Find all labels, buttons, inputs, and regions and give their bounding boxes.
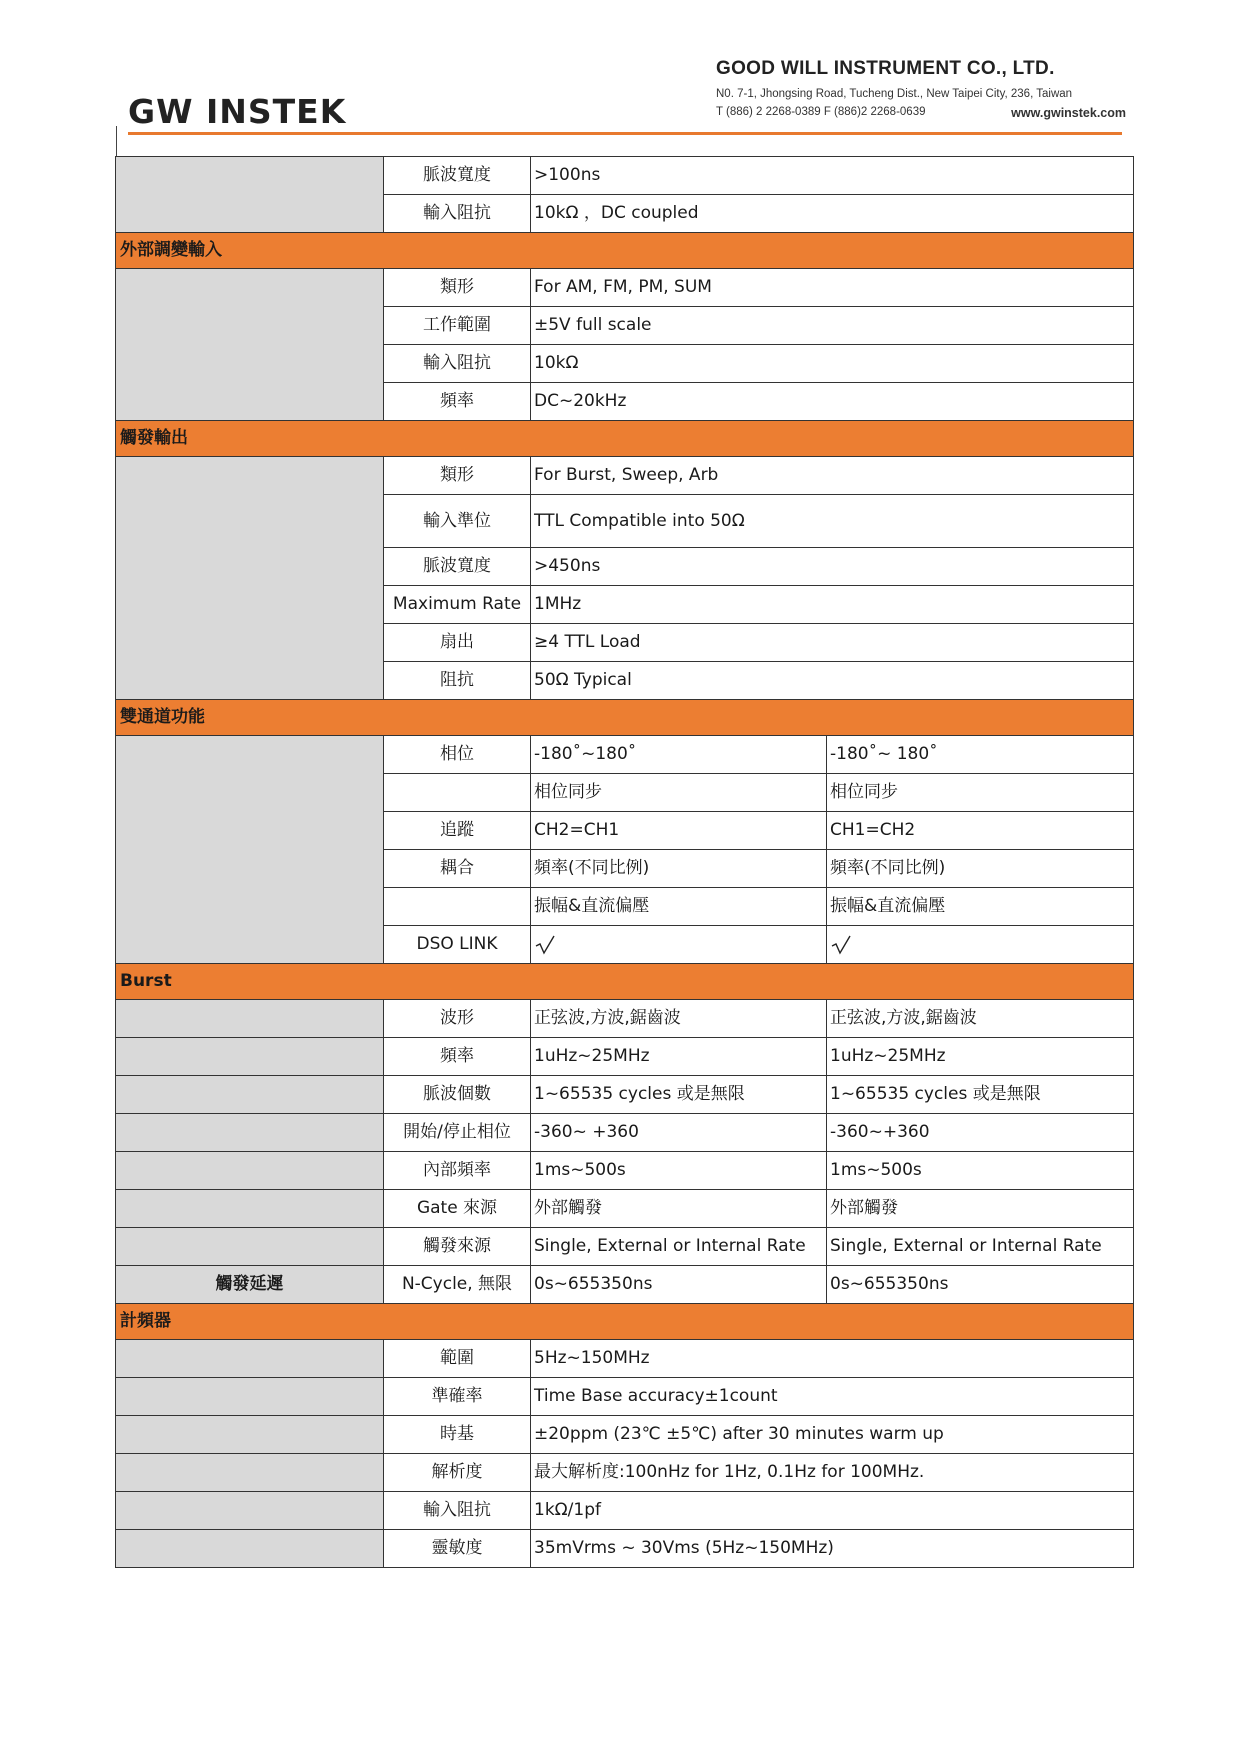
row-label: 頻率 — [384, 383, 531, 421]
ch1-value: 正弦波,方波,鋸齒波 — [531, 1000, 827, 1038]
row-label: 靈敏度 — [384, 1530, 531, 1568]
row-label: 輸入阻抗 — [384, 1492, 531, 1530]
ch2-value: 1~65535 cycles 或是無限 — [827, 1076, 1134, 1114]
row-label: 開始/停止相位 — [384, 1114, 531, 1152]
phone-fax: T (886) 2 2268-0389 F (886)2 2268-0639 — [716, 106, 926, 118]
section-header-counter — [116, 1304, 1134, 1340]
table-row — [116, 157, 1134, 195]
group-cell — [116, 1114, 384, 1152]
company-info — [716, 58, 1126, 118]
row-value: >450ns — [531, 548, 1134, 586]
ch2-value: 相位同步 — [827, 774, 1134, 812]
row-label: 輸入準位 — [384, 495, 531, 548]
table-row — [116, 1228, 1134, 1266]
table-row — [116, 1378, 1134, 1416]
group-cell — [116, 1076, 384, 1114]
row-label: 輸入阻抗 — [384, 195, 531, 233]
checkmark-icon — [830, 935, 852, 955]
section-title: 觸發輸出 — [116, 421, 1134, 457]
table-row — [116, 1114, 1134, 1152]
ch1-value: 振幅&直流偏壓 — [531, 888, 827, 926]
row-value: 5Hz~150MHz — [531, 1340, 1134, 1378]
row-label: 相位 — [384, 736, 531, 774]
table-row — [116, 269, 1134, 307]
row-label: N-Cycle, 無限 — [384, 1266, 531, 1304]
ch2-value: 振幅&直流偏壓 — [827, 888, 1134, 926]
row-label: 追蹤 — [384, 812, 531, 850]
row-label: 耦合 — [384, 850, 531, 888]
group-cell — [116, 269, 384, 421]
ch2-value: -180˚~ 180˚ — [827, 736, 1134, 774]
company-address: N0. 7-1, Jhongsing Road, Tucheng Dist., New Taipei City, 236, Taiwan — [716, 88, 1073, 100]
row-label: 類形 — [384, 457, 531, 495]
gwinstek-logo: GW INSTEK — [128, 92, 347, 131]
row-label: 輸入阻抗 — [384, 345, 531, 383]
ch2-value — [827, 926, 1134, 964]
section-title: 外部調變輸入 — [116, 233, 1134, 269]
row-label: 脈波個數 — [384, 1076, 531, 1114]
row-value: DC~20kHz — [531, 383, 1134, 421]
table-row — [116, 1038, 1134, 1076]
ch2-value: 0s~655350ns — [827, 1266, 1134, 1304]
table-row — [116, 1340, 1134, 1378]
ch1-value — [531, 926, 827, 964]
table-row — [116, 1454, 1134, 1492]
ch2-value: 正弦波,方波,鋸齒波 — [827, 1000, 1134, 1038]
row-label: 工作範圍 — [384, 307, 531, 345]
ch2-value: 外部觸發 — [827, 1190, 1134, 1228]
ch1-value: -360~ +360 — [531, 1114, 827, 1152]
section-title: 計頻器 — [116, 1304, 1134, 1340]
row-label: 觸發來源 — [384, 1228, 531, 1266]
ch2-value: Single, External or Internal Rate — [827, 1228, 1134, 1266]
group-cell — [116, 1378, 384, 1416]
row-value: >100ns — [531, 157, 1134, 195]
table-row — [116, 1152, 1134, 1190]
group-cell — [116, 1416, 384, 1454]
group-cell — [116, 457, 384, 700]
group-cell — [116, 1152, 384, 1190]
table-row — [116, 1266, 1134, 1304]
row-label: 波形 — [384, 1000, 531, 1038]
group-cell — [116, 1530, 384, 1568]
table-row — [116, 1416, 1134, 1454]
ch1-value: 1ms~500s — [531, 1152, 827, 1190]
row-label — [384, 774, 531, 812]
ch2-value: -360~+360 — [827, 1114, 1134, 1152]
checkmark-icon — [534, 935, 556, 955]
row-value: ≥4 TTL Load — [531, 624, 1134, 662]
row-value: 10kΩ — [531, 345, 1134, 383]
ch1-value: 1~65535 cycles 或是無限 — [531, 1076, 827, 1114]
margin-tick — [116, 126, 117, 158]
row-value: For AM, FM, PM, SUM — [531, 269, 1134, 307]
row-label: Gate 來源 — [384, 1190, 531, 1228]
row-label: 解析度 — [384, 1454, 531, 1492]
group-cell — [116, 1454, 384, 1492]
row-label: DSO LINK — [384, 926, 531, 964]
group-cell — [116, 736, 384, 964]
table-row — [116, 1492, 1134, 1530]
table-row — [116, 736, 1134, 774]
table-row — [116, 1076, 1134, 1114]
ch1-value: Single, External or Internal Rate — [531, 1228, 827, 1266]
group-cell — [116, 1492, 384, 1530]
row-value: 50Ω Typical — [531, 662, 1134, 700]
ch1-value: 相位同步 — [531, 774, 827, 812]
ch1-value: 外部觸發 — [531, 1190, 827, 1228]
ch2-value: 1uHz~25MHz — [827, 1038, 1134, 1076]
group-label: 觸發延遲 — [116, 1266, 384, 1304]
row-value: Time Base accuracy±1count — [531, 1378, 1134, 1416]
table-row — [116, 1000, 1134, 1038]
spec-table — [115, 156, 1134, 1568]
header-divider — [128, 132, 1122, 135]
ch1-value: 頻率(不同比例) — [531, 850, 827, 888]
row-label: Maximum Rate — [384, 586, 531, 624]
row-label: 範圍 — [384, 1340, 531, 1378]
row-label: 時基 — [384, 1416, 531, 1454]
group-cell — [116, 1000, 384, 1038]
row-label: 準確率 — [384, 1378, 531, 1416]
row-label: 頻率 — [384, 1038, 531, 1076]
group-cell — [116, 157, 384, 233]
row-value: 最大解析度:100nHz for 1Hz, 0.1Hz for 100MHz. — [531, 1454, 1134, 1492]
row-value: For Burst, Sweep, Arb — [531, 457, 1134, 495]
ch1-value: 0s~655350ns — [531, 1266, 827, 1304]
ch1-value: 1uHz~25MHz — [531, 1038, 827, 1076]
group-cell — [116, 1340, 384, 1378]
group-cell — [116, 1228, 384, 1266]
row-value: 35mVrms ~ 30Vms (5Hz~150MHz) — [531, 1530, 1134, 1568]
row-value: ±20ppm (23℃ ±5℃) after 30 minutes warm up — [531, 1416, 1134, 1454]
section-title: Burst — [116, 964, 1134, 1000]
row-label — [384, 888, 531, 926]
ch2-value: CH1=CH2 — [827, 812, 1134, 850]
row-label: 類形 — [384, 269, 531, 307]
section-header-trigger-output — [116, 421, 1134, 457]
row-label: 脈波寬度 — [384, 157, 531, 195]
section-header-ext-mod — [116, 233, 1134, 269]
row-label: 扇出 — [384, 624, 531, 662]
row-label: 阻抗 — [384, 662, 531, 700]
group-cell — [116, 1038, 384, 1076]
company-contact — [716, 106, 1126, 118]
table-row — [116, 1190, 1134, 1228]
table-row — [116, 457, 1134, 495]
ch1-value: -180˚~180˚ — [531, 736, 827, 774]
ch1-value: CH2=CH1 — [531, 812, 827, 850]
row-label: 脈波寬度 — [384, 548, 531, 586]
website-link[interactable]: www.gwinstek.com — [1011, 106, 1126, 120]
row-value: 1MHz — [531, 586, 1134, 624]
ch2-value: 1ms~500s — [827, 1152, 1134, 1190]
group-cell — [116, 1190, 384, 1228]
row-value: ±5V full scale — [531, 307, 1134, 345]
section-header-dual-channel — [116, 700, 1134, 736]
company-name: GOOD WILL INSTRUMENT CO., LTD. — [716, 58, 1055, 79]
ch2-value: 頻率(不同比例) — [827, 850, 1134, 888]
row-label: 內部頻率 — [384, 1152, 531, 1190]
row-value: 1kΩ/1pf — [531, 1492, 1134, 1530]
section-header-burst — [116, 964, 1134, 1000]
section-title: 雙通道功能 — [116, 700, 1134, 736]
row-value: TTL Compatible into 50Ω — [531, 495, 1134, 548]
row-value: 10kΩ ，DC coupled — [531, 195, 1134, 233]
table-row — [116, 1530, 1134, 1568]
